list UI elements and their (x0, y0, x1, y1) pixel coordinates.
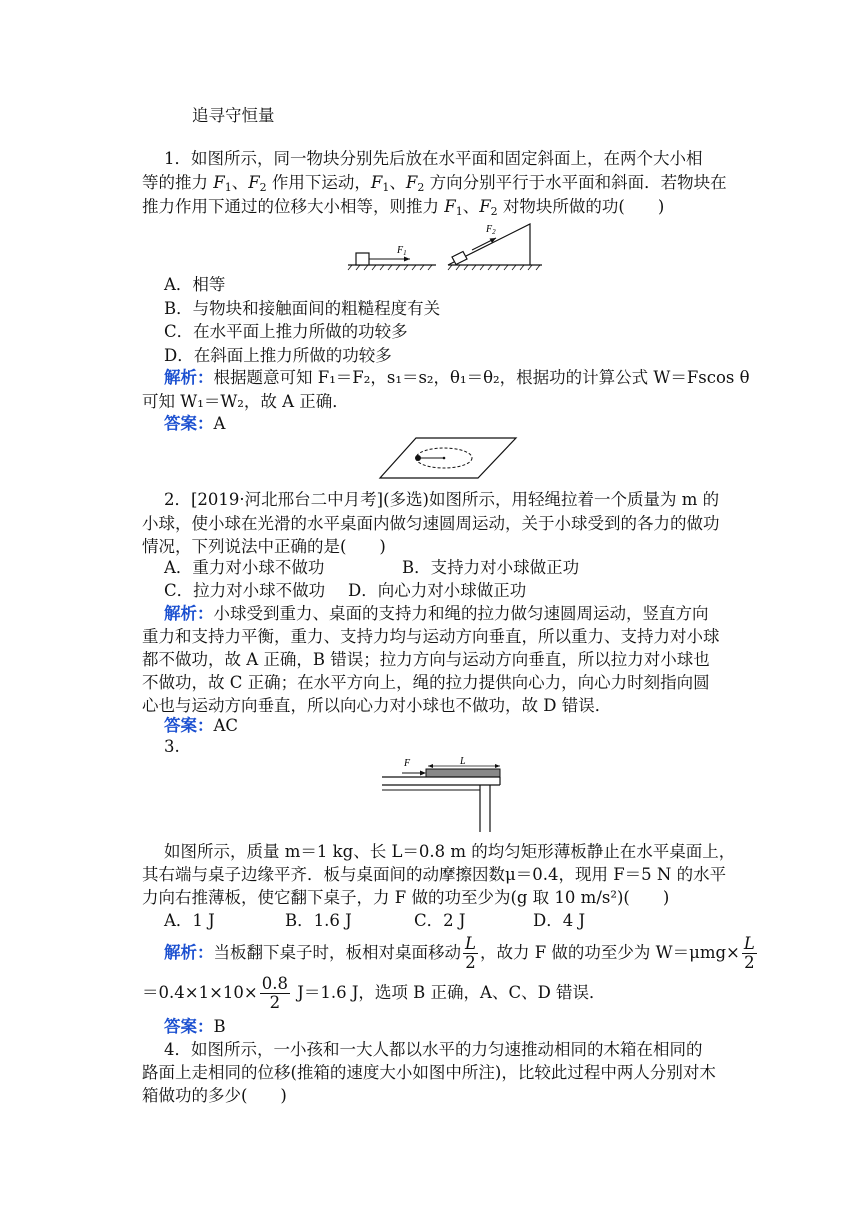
q2-option-a: A．重力对小球不做功 (164, 558, 325, 577)
q2-answer: 答案：AC (164, 716, 239, 735)
f-label: F (404, 758, 411, 769)
jiexi-label: 解析： (164, 604, 214, 623)
q2-text-line-3: 情况，下列说法中正确的是( ) (142, 537, 386, 556)
q3-option-c: C．2 J (414, 911, 466, 930)
tabletop (380, 438, 516, 478)
q2-figure (378, 436, 518, 480)
l-label: L (460, 756, 466, 767)
q3-option-d: D．4 J (533, 911, 586, 930)
q3-figure (380, 754, 504, 834)
q1-answer: 答案：A (164, 414, 226, 433)
q3-option-b: B．1.6 J (285, 911, 352, 930)
q4-text-line-3: 箱做功的多少( ) (142, 1086, 287, 1105)
section-title: 追寻守恒量 (192, 106, 275, 125)
q2-text-line-2: 小球，使小球在光滑的水平桌面内做匀速圆周运动，关于小球受到的各力的做功 (142, 514, 720, 533)
q1-option-d: D．在斜面上推力所做的功较多 (164, 346, 392, 365)
q2-text-line-1: 2．[2019·河北邢台二中月考](多选)如图所示，用轻绳拉着一个质量为 m 的 (164, 490, 720, 509)
answer-label: 答案： (164, 716, 214, 735)
q3-text-line-2: 其右端与桌子边缘平齐．板与桌面间的动摩擦因数μ＝0.4，现用 F＝5 N 的水平 (142, 865, 727, 884)
q4-text-line-2: 路面上走相同的位移(推箱的速度大小如图中所注)，比较此过程中两人分别对木 (142, 1063, 716, 1082)
q2-option-c: C．拉力对小球不做功 (164, 581, 326, 600)
f2-label: $F_2$ (486, 224, 496, 236)
q1-explanation-line-2: 可知 W₁＝W₂，故 A 正确． (142, 392, 349, 411)
fraction-l-over-2: $\frac{L}{2}$ (743, 934, 755, 972)
fraction-0-8-over-2: $\frac{0.8}{2}$ (261, 974, 288, 1012)
q3-text-line-1: 如图所示，质量 m＝1 kg、长 L＝0.8 m 的均匀矩形薄板静止在水平桌面上， (164, 842, 736, 861)
answer-label: 答案： (164, 414, 214, 433)
q2-explanation-line-4: 不做功，故 C 正确；在水平方向上，绳的拉力提供向心力，向心力时刻指向圆 (142, 673, 710, 692)
answer-label: 答案： (164, 1017, 214, 1036)
f1-label: $F_1$ (397, 245, 407, 257)
q1-figure (344, 222, 544, 272)
q3-explanation-line-2: ＝0.4×1×10× $\frac{0.8}{2}$ J＝1.6 J，选项 B 正确，A、C、D 错误． (142, 974, 606, 1012)
q1-option-c: C．在水平面上推力所做的功较多 (164, 322, 408, 341)
q3-option-a: A．1 J (164, 911, 215, 930)
q4-text-line-1: 4．如图所示，一小孩和一大人都以水平的力匀速推动相同的木箱在相同的 (164, 1040, 703, 1059)
q3-number: 3. (164, 737, 180, 756)
q2-explanation-line-3: 都不做功，故 A 正确，B 错误；拉力方向与运动方向垂直，所以拉力对小球也 (142, 650, 710, 669)
thin-plate (426, 769, 500, 777)
fraction-l-over-2: $\frac{L}{2}$ (465, 934, 476, 972)
incline-block-icon (452, 252, 467, 265)
q2-explanation-line-2: 重力和支持力平衡，重力、支持力均与运动方向垂直，所以重力、支持力对小球 (142, 627, 720, 646)
q3-explanation-line-1: 解析：当板翻下桌子时，板相对桌面移动 $\frac{L}{2}$ ，故力 F 做的功至少为 W＝μmg× $\frac{L}{2}$ (164, 934, 755, 972)
q1-text-line-1: 1．如图所示，同一物块分别先后放在水平面和固定斜面上，在两个大小相 (164, 149, 703, 168)
q1-option-b: B．与物块和接触面间的粗糙程度有关 (164, 299, 441, 318)
jiexi-label: 解析： (164, 368, 214, 387)
q1-explanation-line-1: 解析：根据题意可知 F₁＝F₂，s₁＝s₂，θ₁＝θ₂，根据功的计算公式 W＝Fscos θ (164, 368, 750, 387)
q2-explanation-line-5: 心也与运动方向垂直，所以向心力对小球也不做功，故 D 错误． (142, 696, 612, 715)
q1-option-a: A．相等 (164, 275, 226, 294)
q1-text-line-3: 推力作用下通过的位移大小相等，则推力 $F_1$、$F_2$ 对物块所做的功( ) (142, 197, 665, 218)
q1-text-line-2: 等的推力 $F_1$、$F_2$ 作用下运动，$F_1$、$F_2$ 方向分别平行于水平面和斜面．若物块在 (142, 173, 727, 194)
jiexi-label: 解析： (164, 943, 214, 962)
q2-explanation-line-1: 解析：小球受到重力、桌面的支持力和绳的拉力做匀速圆周运动，竖直方向 (164, 604, 709, 623)
q3-answer: 答案：B (164, 1017, 226, 1036)
block-icon (356, 253, 369, 265)
q3-text-line-3: 力向右推薄板，使它翻下桌子，力 F 做的功至少为(g 取 10 m/s²)( ) (142, 888, 670, 907)
q2-option-d: D．向心力对小球做正功 (348, 581, 527, 600)
q2-option-b: B．支持力对小球做正功 (402, 558, 580, 577)
